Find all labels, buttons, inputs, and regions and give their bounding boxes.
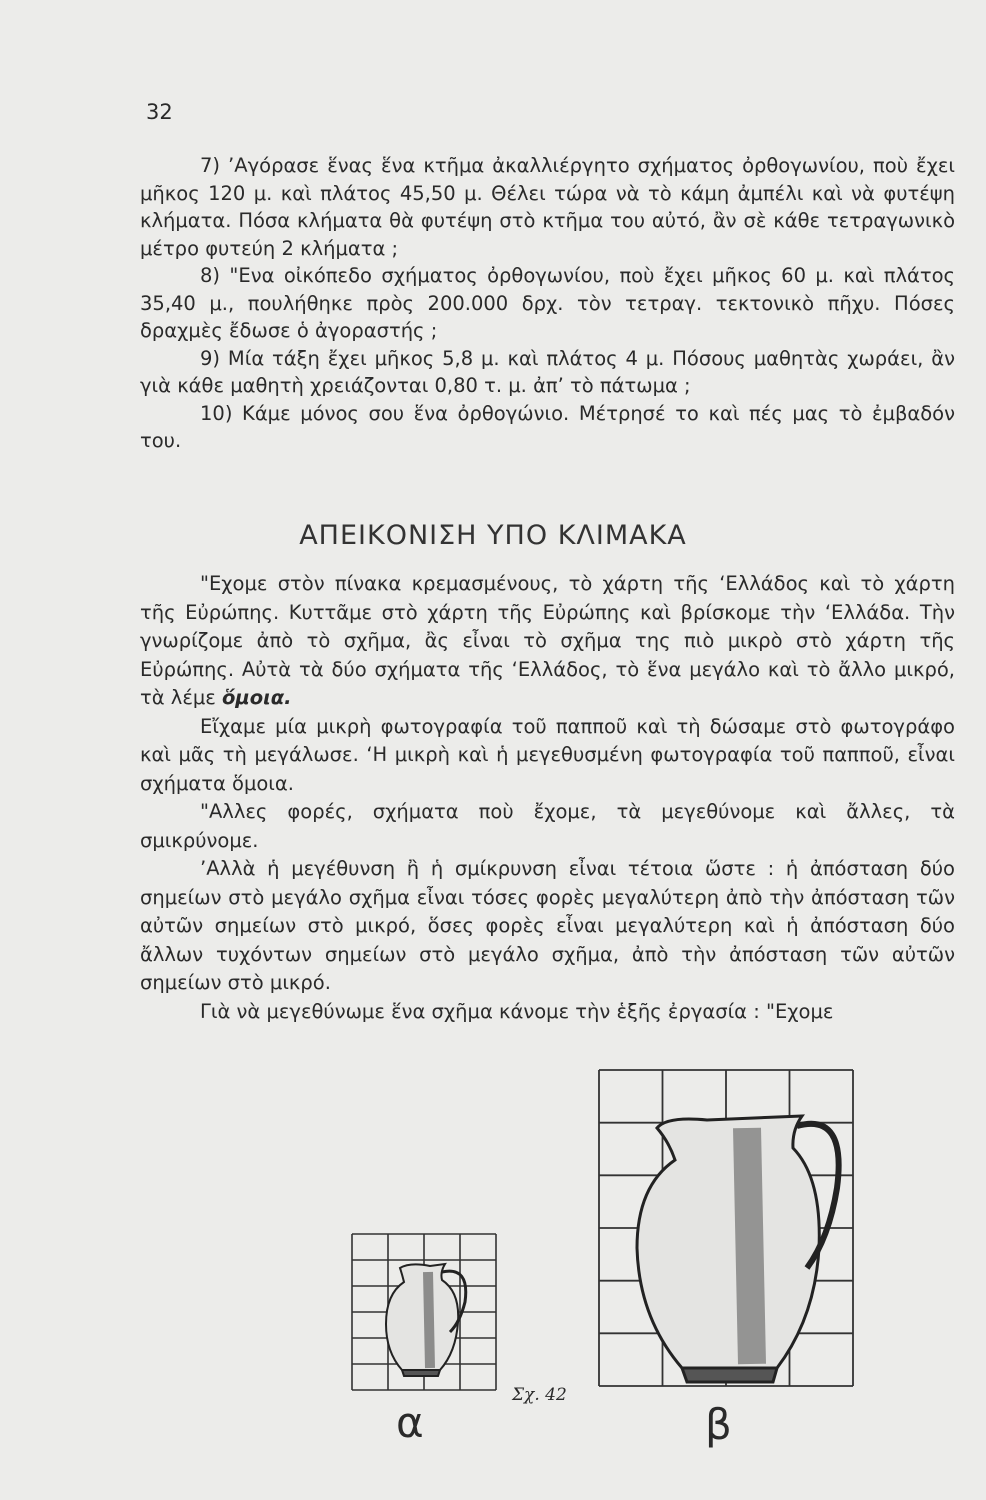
page-number: 32 xyxy=(146,100,173,124)
small-grid-figure xyxy=(350,1232,500,1394)
paragraph-procedure: Γιὰ νὰ μεγεθύνωμε ἕνα σχῆμα κάνομε τὴν ἑξῆς ἐργασία : "Εχομε xyxy=(200,999,834,1023)
exercise-9: 9) Μία τάξη ἔχει μῆκος 5,8 μ. καὶ πλάτος 4 μ. Πόσους μαθητὰς χωράει, ἂν γιὰ κάθε μαθητὴ χρειάζονται 0,80 τ. μ. ἀπ’ τὸ πάτωμα ; xyxy=(140,346,955,397)
section-body xyxy=(140,570,955,1026)
large-grid-figure xyxy=(597,1068,857,1390)
exercise-list xyxy=(140,152,955,455)
small-jug-illustration xyxy=(386,1264,466,1376)
figure-label-a: α xyxy=(396,1398,424,1447)
paragraph-maps-text: "Εχομε στὸν πίνακα κρεμασμένους, τὸ χάρτη τῆς ‘Ελλάδος καὶ τὸ χάρτη τῆς Εὐρώπης. Κυττᾶμε στὸ χάρτη τῆς Εὐρώπης καὶ βρίσκομε τὴν ‘Ελλάδα. Τὴν γνωρίζομε ἀπὸ τὸ σχῆμα, ἂς εἶναι τὸ σχῆμα της πιὸ μικρὸ στὸ χάρτη τῆς Εὐρώπης. Αὐτὰ τὰ δύο σχήματα τῆς ‘Ελλάδος, τὸ ἕνα μεγάλο καὶ τὸ ἄλλο μικρό, τὰ λέμε xyxy=(140,572,955,709)
paragraph-photo: Εἴχαμε μία μικρὴ φωτογραφία τοῦ παπποῦ καὶ τὴ δώσαμε στὸ φωτογράφο καὶ μᾶς τὴ μεγάλωσε. ‘Η μικρὴ καὶ ἡ μεγεθυσμένη φωτογραφία τοῦ παπποῦ, εἶναι σχήματα ὅμοια. xyxy=(140,714,955,795)
paragraph-enlarge: "Αλλες φορές, σχήματα ποὺ ἔχομε, τὰ μεγεθύνομε καὶ ἄλλες, τὰ σμικρύνομε. xyxy=(140,800,955,852)
exercise-10: 10) Κάμε μόνος σου ἕνα ὀρθογώνιο. Μέτρησέ το καὶ πές μας τὸ ἐμβαδόν του. xyxy=(140,401,955,452)
similar-term: ὅμοια. xyxy=(222,686,292,709)
section-title: ΑΠΕΙΚΟΝΙΣΗ ΥΠΟ ΚΛΙΜΑΚΑ xyxy=(299,520,687,551)
paragraph-definition: ’Αλλὰ ἡ μεγέθυνση ἢ ἡ σμίκρυνση εἶναι τέτοια ὥστε : ἡ ἀπόσταση δύο σημείων στὸ μεγάλο σχῆμα εἶναι τόσες φορὲς μεγαλύτερη ἀπὸ τὴν ἀπόσταση τῶν αὐτῶν σημείων στὸ μικρό, ὅσες φορὲς εἶναι μεγαλύτερη καὶ ἡ ἀπόσταση δύο ἄλλων τυχόντων σημείων στὸ μεγάλο σχῆμα, ἀπὸ τὴν ἀπόσταση τῶν αὐτῶν σημείων στὸ μικρό. xyxy=(140,857,955,994)
exercise-7: 7) ’Αγόρασε ἕνας ἕνα κτῆμα ἀκαλλιέργητο σχήματος ὀρθογωνίου, ποὺ ἔχει μῆκος 120 μ. καὶ πλάτος 45,50 μ. Θέλει τώρα νὰ τὸ κάμη ἀμπέλι καὶ νὰ φυτέψη κλήματα. Πόσα κλήματα θὰ φυτέψη στὸ κτῆμα του αὐτό, ἂν σὲ κάθε τετραγωνικὸ μέτρο φυτεύη 2 κλήματα ; xyxy=(140,154,955,260)
figure-label-b: β xyxy=(705,1400,732,1449)
exercise-8: 8) "Ενα οἰκόπεδο σχήματος ὀρθογωνίου, ποὺ ἔχει μῆκος 60 μ. καὶ πλάτος 35,40 μ., πουλήθηκε πρὸς 200.000 δρχ. τὸν τετραγ. τεκτονικὸ πῆχυ. Πόσες δραχμὲς ἔδωσε ὁ ἀγοραστής ; xyxy=(140,264,955,342)
figure-caption: Σχ. 42 xyxy=(512,1385,567,1405)
large-jug-illustration xyxy=(637,1116,839,1382)
paragraph-maps xyxy=(140,570,955,713)
